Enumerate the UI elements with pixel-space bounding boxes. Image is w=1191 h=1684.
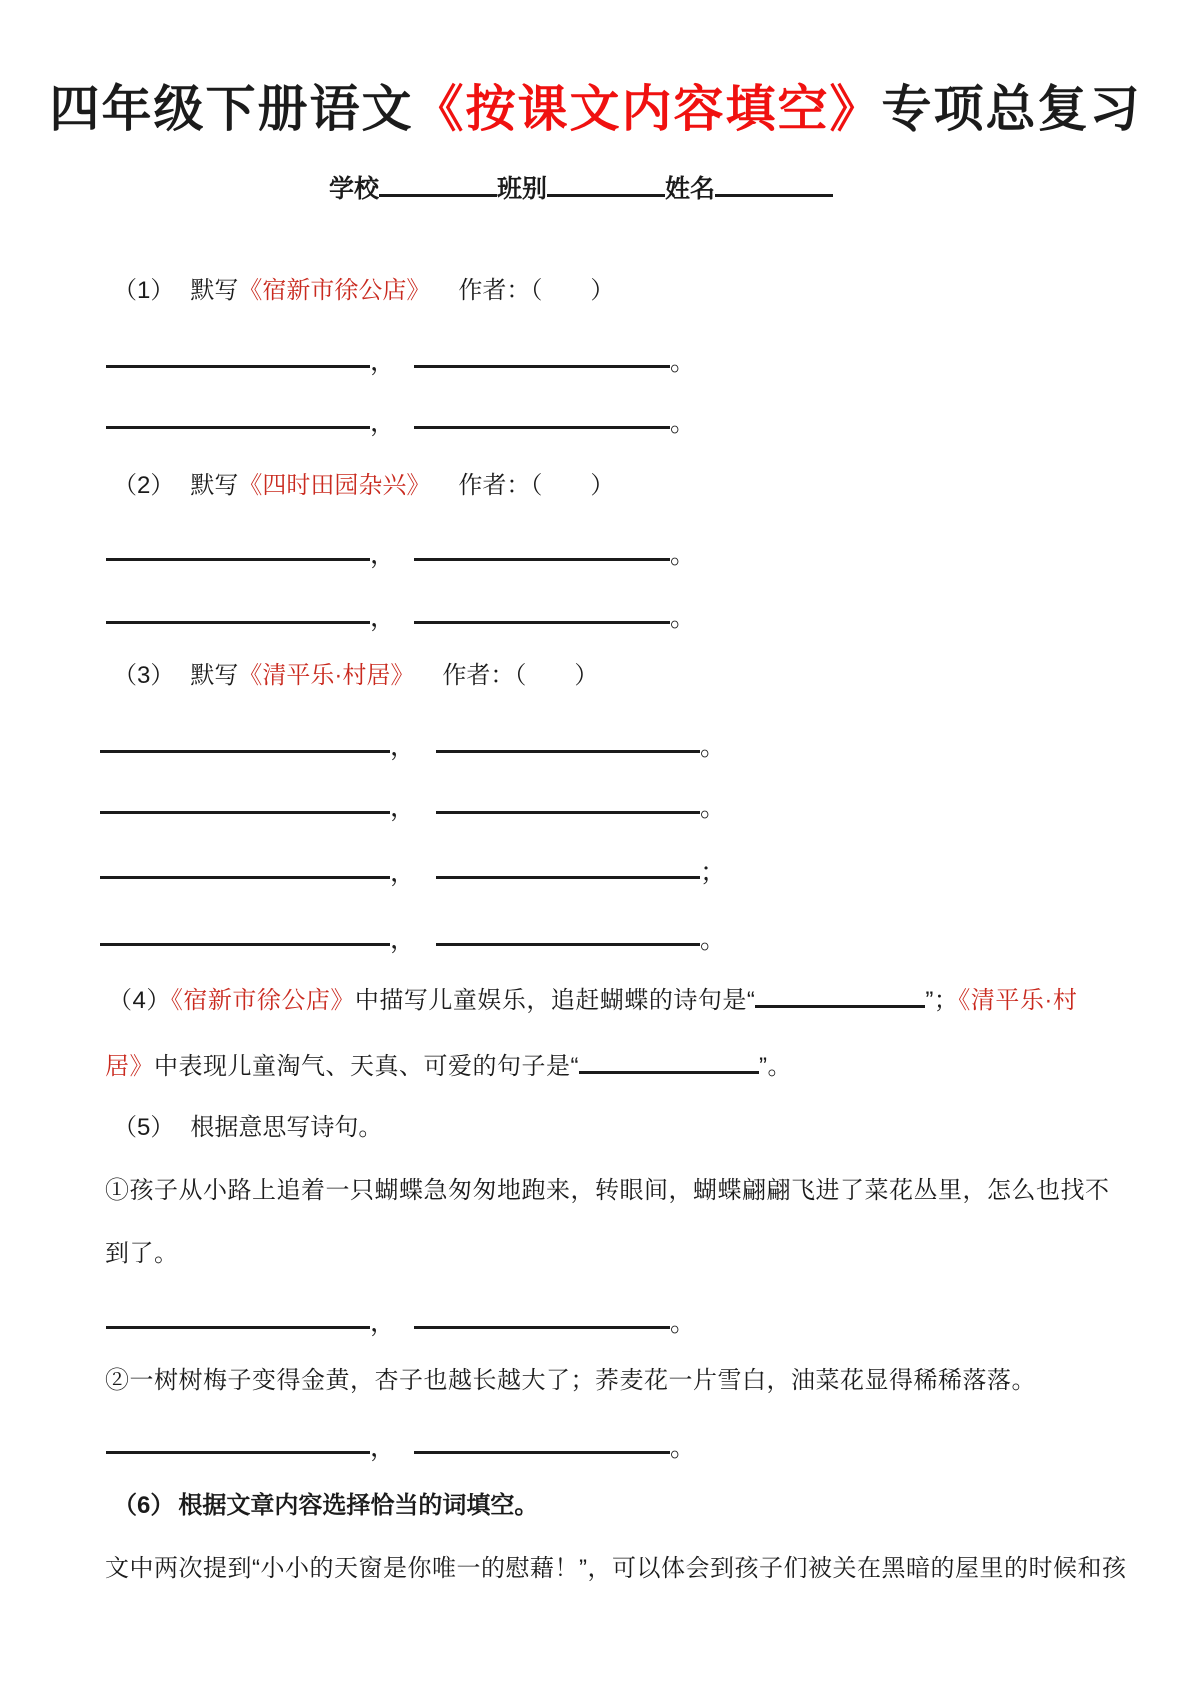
comma: ，	[390, 857, 417, 887]
comma: ，	[370, 407, 397, 437]
answer-blank-line	[414, 532, 670, 561]
comma: ，	[370, 602, 397, 632]
student-info-row	[329, 172, 833, 205]
question-1-header	[113, 276, 614, 306]
semicolon: ；	[700, 857, 727, 887]
author-label: 作者：（ ）	[458, 277, 615, 304]
poem-title: 《四时田园杂兴》	[238, 472, 431, 499]
answer-blank-line	[414, 595, 670, 624]
poem-title: 《宿新市徐公店》	[170, 987, 355, 1014]
period: 。	[670, 1432, 697, 1462]
question-number: （2）	[113, 472, 175, 499]
period: 。	[700, 792, 727, 822]
poem-title: 《清平乐·村居》	[238, 662, 415, 689]
answer-blank-row	[106, 339, 696, 378]
period: 。	[700, 731, 727, 761]
question-5-item-1	[105, 1176, 1110, 1206]
poem-title: 《宿新市徐公店》	[238, 277, 431, 304]
school-blank	[379, 172, 497, 197]
task-label: 默写	[190, 662, 239, 689]
period: 。	[700, 924, 727, 954]
class-blank	[547, 172, 665, 197]
question-4-line-2	[105, 1049, 792, 1082]
comma: ，	[390, 924, 417, 954]
answer-blank-line	[414, 400, 670, 429]
answer-blank-line	[106, 1300, 370, 1329]
answer-blank-line	[436, 724, 700, 753]
page-title	[0, 78, 1191, 141]
answer-blank-line	[436, 785, 700, 814]
question-2-header	[113, 471, 614, 501]
question-number: （6）	[113, 1492, 175, 1519]
title-right: 专项总复习	[881, 81, 1142, 137]
comma: ，	[370, 539, 397, 569]
closing-quote: ”；	[925, 987, 959, 1014]
answer-blank-line	[414, 1300, 670, 1329]
school-label: 学校	[329, 175, 380, 203]
comma: ，	[370, 346, 397, 376]
period: 。	[670, 539, 697, 569]
title-left: 四年级下册语文	[49, 81, 414, 137]
period: 。	[670, 346, 697, 376]
question-number: （3）	[113, 662, 175, 689]
answer-blank-row	[106, 595, 696, 634]
inline-answer-blank	[579, 1049, 759, 1074]
item-text: 到了。	[105, 1240, 179, 1267]
title-highlight: 《按课文内容填空》	[413, 81, 882, 137]
question-text: 中描写儿童娱乐，追赶蝴蝶的诗句是“	[354, 987, 756, 1014]
answer-blank-line	[436, 850, 700, 879]
answer-blank-row	[100, 917, 726, 956]
question-5-item-2	[105, 1366, 1036, 1396]
answer-blank-line	[106, 400, 370, 429]
comma: ，	[390, 731, 417, 761]
name-label: 姓名	[665, 175, 716, 203]
answer-blank-line	[106, 532, 370, 561]
comma: ，	[390, 792, 417, 822]
name-blank	[715, 172, 833, 197]
answer-blank-line	[100, 724, 390, 753]
poem-title: 《清平乐·村	[958, 987, 1078, 1014]
question-3-header	[113, 661, 598, 691]
question-5-item-1-continued	[105, 1239, 179, 1269]
question-heading: 根据意思写诗句。	[190, 1114, 383, 1141]
closing-quote: ”。	[759, 1053, 792, 1080]
comma: ，	[370, 1307, 397, 1337]
period: 。	[670, 1307, 697, 1337]
question-number: （1）	[113, 277, 175, 304]
answer-blank-line	[100, 785, 390, 814]
poem-title-continued: 居》	[105, 1053, 154, 1080]
answer-blank-line	[100, 917, 390, 946]
question-number: （5）	[113, 1114, 175, 1141]
body-text: 文中两次提到“小小的天窗是你唯一的慰藉！”，可以体会到孩子们被关在黑暗的屋里的时候和孩	[105, 1555, 1127, 1582]
question-5-header	[113, 1113, 382, 1143]
question-6-body	[105, 1554, 1126, 1584]
item-text: ②一树树梅子变得金黄，杏子也越长越大了；荞麦花一片雪白，油菜花显得稀稀落落。	[105, 1367, 1036, 1394]
answer-blank-row	[106, 1300, 696, 1339]
author-label: 作者：（ ）	[458, 472, 615, 499]
task-label: 默写	[190, 277, 239, 304]
answer-blank-row	[100, 785, 726, 824]
period: 。	[670, 407, 697, 437]
answer-blank-row	[106, 532, 696, 571]
item-text: ①孩子从小路上追着一只蝴蝶急匆匆地跑来，转眼间，蝴蝶翩翩飞进了菜花丛里，怎么也找不	[105, 1177, 1110, 1204]
answer-blank-line	[106, 595, 370, 624]
answer-blank-line	[414, 339, 670, 368]
answer-blank-line	[106, 339, 370, 368]
task-label: 默写	[190, 472, 239, 499]
answer-blank-row	[100, 724, 726, 763]
answer-blank-line	[106, 1425, 370, 1454]
answer-blank-row	[100, 850, 726, 889]
question-text: 中表现儿童淘气、天真、可爱的句子是“	[154, 1053, 579, 1080]
author-label: 作者：（ ）	[442, 662, 599, 689]
class-label: 班别	[497, 175, 548, 203]
answer-blank-line	[414, 1425, 670, 1454]
question-6-header	[113, 1491, 538, 1521]
question-4-line-1	[108, 983, 1077, 1016]
comma: ，	[370, 1432, 397, 1462]
answer-blank-row	[106, 400, 696, 439]
period: 。	[670, 602, 697, 632]
answer-blank-line	[436, 917, 700, 946]
answer-blank-line	[100, 850, 390, 879]
inline-answer-blank	[755, 983, 925, 1008]
question-number: （4）	[108, 987, 171, 1014]
answer-blank-row	[106, 1425, 696, 1464]
question-heading: 根据文章内容选择恰当的词填空。	[178, 1492, 539, 1519]
